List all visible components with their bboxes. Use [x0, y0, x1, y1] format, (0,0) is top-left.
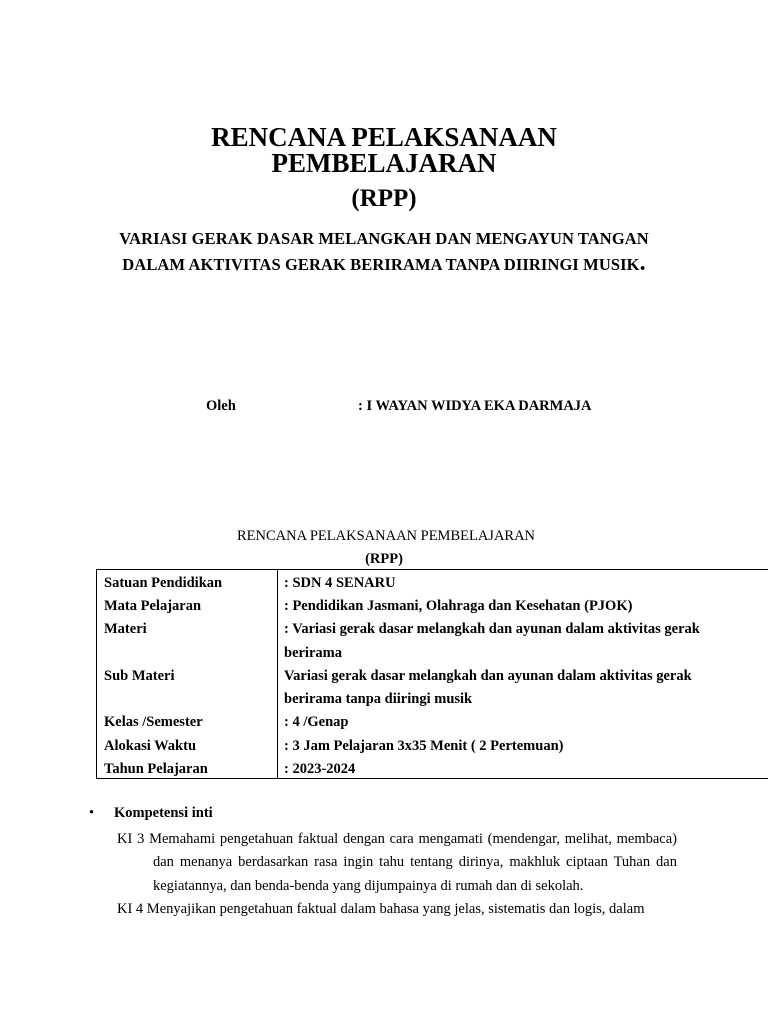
- table-row-value: : SDN 4 SENARU: [284, 575, 396, 591]
- table-row-value: : 4 /Genap: [284, 714, 349, 730]
- ki4-paragraph: [117, 898, 677, 921]
- topic-line2: [0, 251, 768, 277]
- table-row-label: Materi: [104, 621, 147, 637]
- identity-table: [96, 569, 768, 779]
- document-title-line2: PEMBELAJARAN: [271, 148, 497, 178]
- table-row-value: : Variasi gerak dasar melangkah dan ayunan dalam aktivitas gerak: [284, 621, 700, 637]
- topic-line2-text: DALAM AKTIVITAS GERAK BERIRAMA TANPA DIIRINGI MUSIK: [122, 255, 640, 274]
- table-row-label: Tahun Pelajaran: [104, 761, 208, 777]
- table-row-label: Sub Materi: [104, 668, 175, 684]
- table-row-label: Kelas /Semester: [104, 714, 203, 730]
- document-title-line1: RENCANA PELAKSANAAN: [211, 122, 557, 152]
- topic-period: .: [639, 250, 646, 276]
- table-row-label: Alokasi Waktu: [104, 738, 197, 754]
- table-row-value: : 3 Jam Pelajaran 3x35 Menit ( 2 Pertemuan): [284, 738, 564, 754]
- bullet-icon: •: [89, 805, 95, 821]
- ki3-paragraph: [117, 828, 677, 898]
- ki3-text: KI 3 Memahami pengetahuan faktual dengan cara mengamati (mendengar, melihat, membaca) dan menanya berdasarkan rasa ingin tahu tentang dirinya, makhluk ciptaan Tuhan dan kegiatannya, dan benda-benda yang dijumpainya di rumah dan di sekolah.: [117, 831, 677, 894]
- table-row-value: Variasi gerak dasar melangkah dan ayunan dalam aktivitas gerak: [284, 668, 692, 684]
- table-column-divider: [277, 570, 278, 778]
- section-title-line1: RENCANA PELAKSANAAN PEMBELAJARAN: [236, 528, 536, 544]
- table-row-value-continued: berirama: [284, 645, 342, 661]
- table-row-value: : Pendidikan Jasmani, Olahraga dan Kesehatan (PJOK): [284, 598, 633, 614]
- kompetensi-heading: Kompetensi inti: [114, 805, 213, 821]
- topic-line1: VARIASI GERAK DASAR MELANGKAH DAN MENGAYUN TANGAN: [119, 229, 649, 248]
- table-row-value-continued: berirama tanpa diiringi musik: [284, 691, 473, 707]
- section-title-line2: (RPP): [365, 551, 403, 567]
- author-name: : I WAYAN WIDYA EKA DARMAJA: [358, 398, 592, 414]
- table-row-value: : 2023-2024: [284, 761, 356, 777]
- document-topic: [0, 227, 768, 277]
- document-title-abbr: (RPP): [351, 185, 417, 212]
- author-label: Oleh: [206, 398, 236, 414]
- ki4-text: KI 4 Menyajikan pengetahuan faktual dalam bahasa yang jelas, sistematis dan logis, dalam: [117, 901, 645, 917]
- table-row-label: Satuan Pendidikan: [104, 575, 223, 591]
- table-row-label: Mata Pelajaran: [104, 598, 202, 614]
